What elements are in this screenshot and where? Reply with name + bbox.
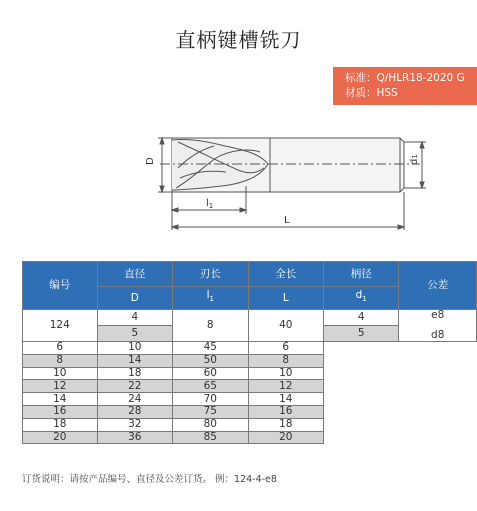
cell-overall-length: 85 [173, 431, 248, 444]
tolerance-e8: e8 [431, 309, 445, 321]
cell-diameter: 4 [97, 310, 172, 326]
cell-shank-diameter: 5 [324, 326, 399, 342]
table-row [23, 393, 477, 406]
cell-overall-length: 75 [173, 405, 248, 418]
cell-shank-diameter: 20 [248, 431, 323, 444]
cell-shank-diameter: 12 [248, 380, 323, 393]
label-d1: d1 [409, 154, 420, 165]
header-overall-length: 全长 [248, 262, 323, 287]
cell-overall-length: 40 [248, 310, 323, 342]
header-tolerance: 公差 [399, 262, 477, 310]
cell-overall-length: 50 [173, 354, 248, 367]
cell-diameter: 10 [23, 367, 98, 380]
cell-shank-diameter: 8 [248, 354, 323, 367]
cell-diameter: 14 [23, 393, 98, 406]
symbol-d1: $d_1$ [324, 287, 399, 310]
header-code: 编号 [23, 262, 98, 310]
header-flute-length: 刃长 [173, 262, 248, 287]
label-L: L [284, 215, 290, 226]
cell-overall-length: 70 [173, 393, 248, 406]
symbol-L: L [248, 287, 323, 310]
cell-overall-length: 60 [173, 367, 248, 380]
cell-flute-length: 22 [97, 380, 172, 393]
cell-diameter: 8 [23, 354, 98, 367]
cell-tolerance [399, 310, 477, 342]
cell-flute-length: 36 [97, 431, 172, 444]
header-diameter: 直径 [97, 262, 172, 287]
cell-diameter: 18 [23, 418, 98, 431]
table-row [23, 342, 477, 355]
cell-flute-length: 24 [97, 393, 172, 406]
table-row [23, 354, 477, 367]
cell-diameter: 6 [23, 342, 98, 355]
cell-shank-diameter: 14 [248, 393, 323, 406]
cell-shank-diameter: 16 [248, 405, 323, 418]
cell-diameter: 20 [23, 431, 98, 444]
material-line: 材质：HSS [345, 87, 398, 99]
label-D: D [145, 157, 156, 165]
symbol-D: D [97, 287, 172, 310]
end-mill-drawing [130, 128, 430, 236]
cell-diameter: 5 [97, 326, 172, 342]
cell-shank-diameter: 6 [248, 342, 323, 355]
cell-overall-length: 80 [173, 418, 248, 431]
cell-flute-length: 32 [97, 418, 172, 431]
ordering-note: 订货说明：请按产品编号、直径及公差订货。 例：124-4-e8 [22, 474, 277, 485]
spec-table [22, 261, 477, 444]
table-row [23, 431, 477, 444]
table-row [23, 380, 477, 393]
cell-diameter: 12 [23, 380, 98, 393]
standard-line: 标准：Q/HLR18-2020 G [345, 72, 465, 84]
page-title: 直柄键槽铣刀 [175, 28, 302, 52]
cell-flute-length: 18 [97, 367, 172, 380]
cell-code: 124 [23, 310, 98, 342]
table-row [23, 405, 477, 418]
cell-flute-length: 28 [97, 405, 172, 418]
cell-diameter: 16 [23, 405, 98, 418]
header-shank-diameter: 柄径 [324, 262, 399, 287]
standard-box [333, 67, 477, 105]
table-row [23, 367, 477, 380]
cell-overall-length: 65 [173, 380, 248, 393]
label-l1: $l_1$ [206, 198, 214, 210]
cell-shank-diameter: 10 [248, 367, 323, 380]
cell-flute-length: 10 [97, 342, 172, 355]
table-row [23, 310, 477, 326]
cell-overall-length: 45 [173, 342, 248, 355]
symbol-l1: $l_1$ [173, 287, 248, 310]
cell-shank-diameter: 4 [324, 310, 399, 326]
cell-shank-diameter: 18 [248, 418, 323, 431]
cell-flute-length: 8 [173, 310, 248, 342]
table-row [23, 418, 477, 431]
cell-flute-length: 14 [97, 354, 172, 367]
tolerance-d8: d8 [431, 329, 445, 341]
